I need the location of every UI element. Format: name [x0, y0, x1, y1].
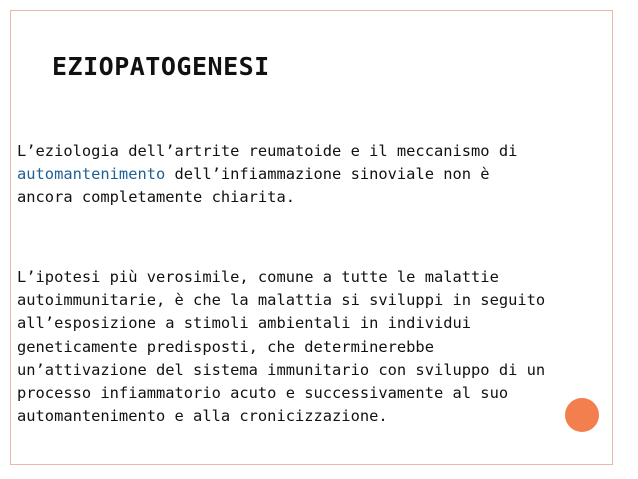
paragraph-line: automantenimento e alla cronicizzazione. [17, 407, 388, 426]
paragraph-line: geneticamente predisposti, che determinerebbe [17, 337, 434, 356]
paragraph-line [17, 163, 517, 186]
slide-title: EZIOPATOGENESI [52, 52, 270, 81]
paragraph-line: un’attivazione del sistema immunitario con sviluppo di un [17, 360, 546, 379]
decorative-orange-circle [562, 395, 602, 435]
paragraph-etiology [17, 140, 517, 210]
paragraph-line: autoimmunitarie, è che la malattia si sviluppi in seguito [17, 291, 546, 310]
paragraph-line: L’eziologia dell’artrite reumatoide e il meccanismo di [17, 142, 518, 160]
paragraph-line: processo infiammatorio acuto e successivamente al suo [17, 384, 509, 403]
paragraph-line: all’esposizione a stimoli ambientali in individui [17, 314, 472, 333]
paragraph-line-rest: dell’infiammazione sinoviale non è [165, 165, 490, 184]
paragraph-line: ancora completamente chiarita. [17, 188, 295, 207]
highlighted-term: automantenimento [17, 165, 166, 184]
paragraph-line: L’ipotesi più verosimile, comune a tutte le malattie [17, 268, 499, 286]
paragraph-hypothesis [17, 266, 545, 428]
